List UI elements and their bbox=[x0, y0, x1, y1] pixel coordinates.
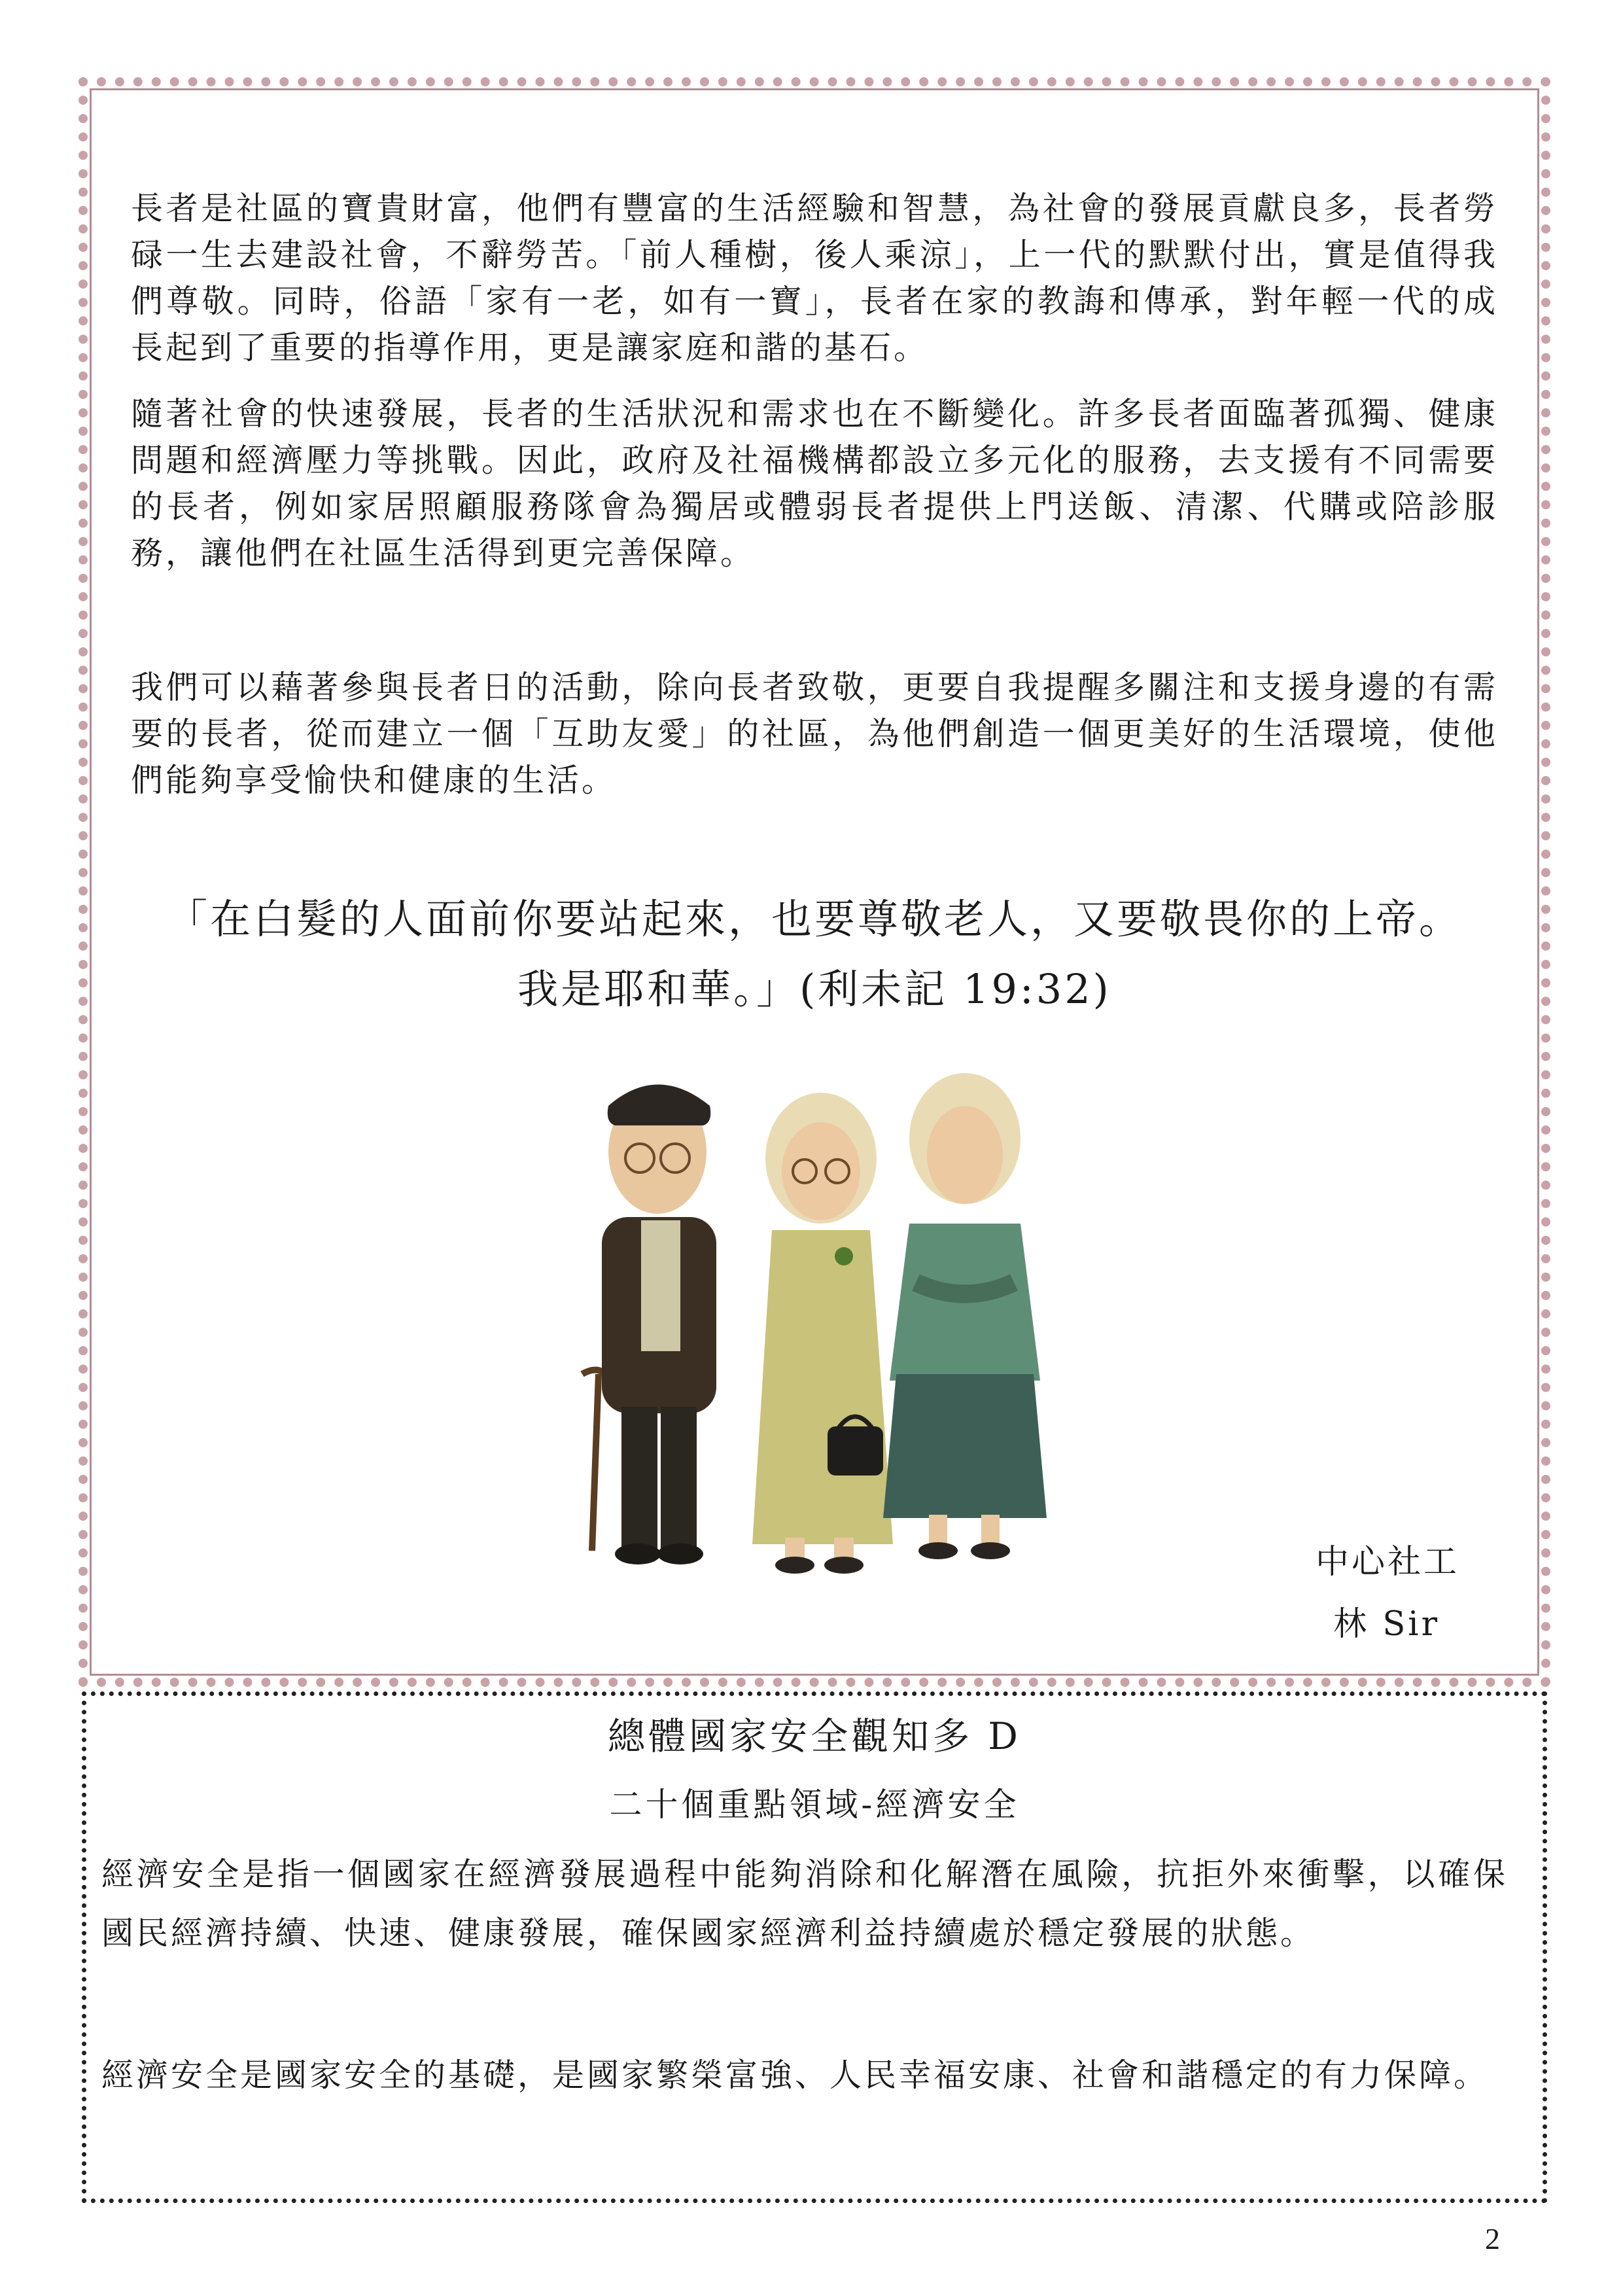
info-box-title: 總體國家安全觀知多 D bbox=[608, 1715, 1021, 1758]
paragraph-economic-security-foundation: 經濟安全是國家安全的基礎，是國家繁榮富強、人民幸福安康、社會和諧穩定的有力保障。 bbox=[101, 2057, 1489, 2094]
info-box-subtitle: 二十個重點領域-經濟安全 bbox=[609, 1786, 1020, 1824]
elderly-woman-yellow-figure bbox=[752, 1093, 893, 1574]
bible-verse-line-2: 我是耶和華。」(利未記 19:32) bbox=[517, 965, 1111, 1013]
page-number: 2 bbox=[1485, 2222, 1500, 2255]
paragraph-elder-services: 隨著社會的快速發展，長者的生活狀況和需求也在不斷變化。許多長者面臨著孤獨、健康問題和經濟壓力等挑戰。因此，政府及社福機構都設立多元化的服務，去支援有不同需要的長者，例如家居照顧服務隊會為獨居或體弱長者提供上門送飯、清潔、代購或陪診服務，讓他們在社區生活得到更完善保障。 bbox=[131, 395, 1498, 572]
elderly-people-illustration bbox=[563, 1067, 1060, 1583]
signature-role: 中心社工 bbox=[1315, 1543, 1459, 1581]
bible-verse-line-1: 「在白髮的人面前你要站起來，也要尊敬老人，又要敬畏你的上帝。 bbox=[166, 895, 1462, 943]
paragraph-economic-security-definition: 經濟安全是指一個國家在經濟發展過程中能夠消除和化解潛在風險，抗拒外來衝擊，以確保國民經濟持續、快速、健康發展，確保國家經濟利益持續處於穩定發展的狀態。 bbox=[101, 1856, 1508, 1952]
signature-name: 林 Sir bbox=[1333, 1605, 1440, 1644]
elderly-man-figure bbox=[582, 1085, 716, 1565]
paragraph-mutual-help: 我們可以藉著參與長者日的活動，除向長者致敬，更要自我提醒多關注和支援身邊的有需要的長者，從而建立一個「互助友愛」的社區，為他們創造一個更美好的生活環境，使他們能夠享受愉快和健康的生活。 bbox=[131, 669, 1498, 799]
elderly-woman-green-figure bbox=[883, 1073, 1047, 1559]
paragraph-elders-value: 長者是社區的寶貴財富，他們有豐富的生活經驗和智慧，為社會的發展貢獻良多，長者勞碌一生去建設社會，不辭勞苦。「前人種樹，後人乘涼」，上一代的默默付出，實是值得我們尊敬。同時，俗語「家有一老，如有一寶」，長者在家的教誨和傳承，對年輕一代的成長起到了重要的指導作用，更是讓家庭和諧的基石。 bbox=[131, 190, 1498, 366]
